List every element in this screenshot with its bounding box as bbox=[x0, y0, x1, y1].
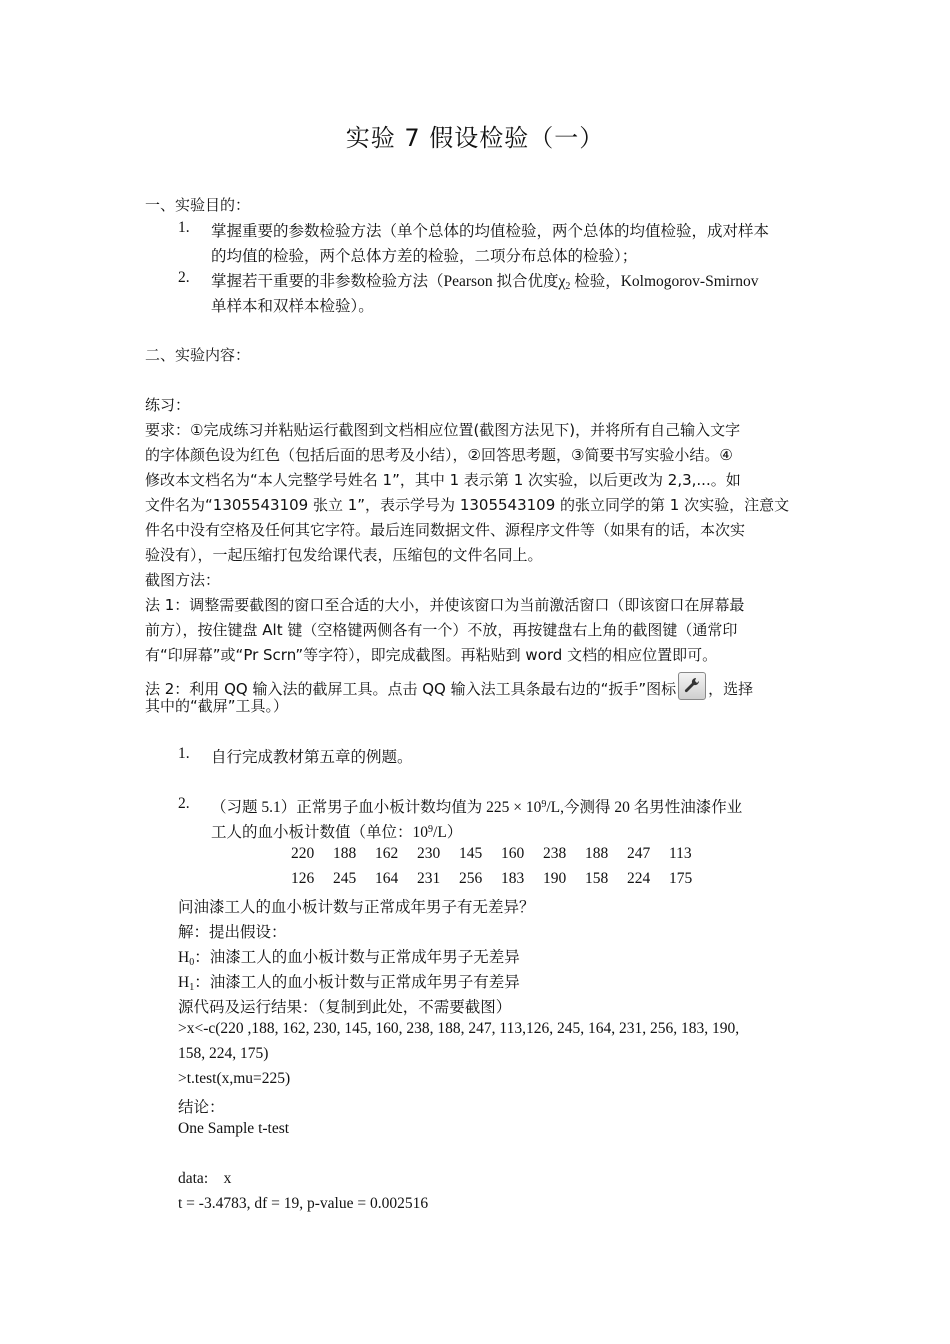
exercise-2-question: 问油漆工人的血小板计数与正常成年男子有无差异？ bbox=[178, 899, 535, 916]
data-value: 183 bbox=[501, 870, 525, 887]
data-value: 238 bbox=[543, 845, 567, 862]
objective-2-number: 2. bbox=[178, 269, 190, 286]
data-value: 162 bbox=[375, 845, 399, 862]
data-value: 188 bbox=[333, 845, 357, 862]
data-value: 190 bbox=[543, 870, 567, 887]
data-value: 256 bbox=[459, 870, 483, 887]
data-value: 113 bbox=[669, 845, 692, 862]
source-code-label: 源代码及运行结果：（复制到此处，不需要截图） bbox=[178, 999, 512, 1016]
exercise-2-line1: （习题 5.1）正常男子血小板计数均值为 $225 \times 10^9/L$,今测得 20 名男性油漆作业 bbox=[211, 799, 743, 816]
code-line-1: >x<-c(220 ,188, 162, 230, 145, 160, 238, 188, 247, 113,126, 245, 164, 231, 256, 183, 190, bbox=[178, 1020, 740, 1037]
data-value: 245 bbox=[333, 870, 357, 887]
output-line-2: data: x bbox=[178, 1170, 232, 1187]
requirements-line-6: 验没有），一起压缩打包发给课代表，压缩包的文件名同上。 bbox=[145, 546, 543, 564]
data-value: 158 bbox=[585, 870, 609, 887]
data-value: 160 bbox=[501, 845, 525, 862]
section2-heading: 二、实验内容： bbox=[145, 346, 251, 364]
data-value: 188 bbox=[585, 845, 609, 862]
data-value: 145 bbox=[459, 845, 483, 862]
data-value: 220 bbox=[291, 845, 315, 862]
section1-heading: 一、实验目的： bbox=[145, 196, 251, 214]
exercise-1-number: 1. bbox=[178, 745, 190, 762]
wrench-icon bbox=[678, 672, 706, 700]
data-row-1 bbox=[291, 845, 711, 863]
code-line-2: 158, 224, 175) bbox=[178, 1045, 269, 1062]
data-value: 231 bbox=[417, 870, 441, 887]
objective-2-line1: 掌握若干重要的非参数检验方法（Pearson 拟合优度$\chi_2$ 检验，Kolmogorov-Smirnov bbox=[211, 273, 759, 292]
data-value: 230 bbox=[417, 845, 441, 862]
method1-line-3: 有“印屏幕”或“Pr Scrn”等字符），即完成截图。再粘贴到 word 文档的相应位置即可。 bbox=[145, 646, 718, 664]
method1-line-2: 前方），按住键盘 Alt 键（空格键两侧各有一个）不放，再按键盘右上角的截图键（通常印 bbox=[145, 621, 738, 639]
requirements-line-2: 的字体颜色设为红色（包括后面的思考及小结），②回答思考题，③简要书写实验小结。④ bbox=[145, 446, 733, 464]
document-title: 实验 7 假设检验（一） bbox=[345, 124, 605, 152]
exercise-2-line2: 工人的血小板计数值（单位：$10^9/L$） bbox=[211, 824, 463, 841]
output-line-1: One Sample t-test bbox=[178, 1120, 290, 1137]
screenshot-method-heading: 截图方法： bbox=[145, 571, 221, 589]
requirements-line-5: 件名中没有空格及任何其它字符。最后连同数据文件、源程序文件等（如果有的话，本次实 bbox=[145, 521, 746, 539]
requirements-line-3: 修改本文档名为“本人完整学号姓名 1”，其中 1 表示第 1 次实验，以后更改为 2,3,...。如 bbox=[145, 471, 741, 489]
hypothesis-h1: $H_1$：油漆工人的血小板计数与正常成年男子有差异 bbox=[178, 974, 520, 993]
practice-heading: 练习： bbox=[145, 396, 191, 414]
data-value: 126 bbox=[291, 870, 315, 887]
data-row-2 bbox=[291, 870, 711, 888]
objective-2-line2: 单样本和双样本检验）。 bbox=[211, 298, 374, 315]
conclusion-label: 结论： bbox=[178, 1099, 225, 1116]
code-line-3: >t.test(x,mu=225) bbox=[178, 1070, 291, 1087]
objective-1-line1: 掌握重要的参数检验方法（单个总体的均值检验，两个总体的均值检验，成对样本 bbox=[211, 223, 770, 240]
hypothesis-h0: $H_0$：油漆工人的血小板计数与正常成年男子无差异 bbox=[178, 949, 520, 968]
requirements-line-1: 要求：①完成练习并粘贴运行截图到文档相应位置(截图方法见下)，并将所有自己输入文字 bbox=[145, 421, 741, 439]
data-value: 247 bbox=[627, 845, 651, 862]
objective-1-line2: 的均值的检验，两个总体方差的检验，二项分布总体的检验）； bbox=[211, 248, 638, 265]
output-line-3: t = -3.4783, df = 19, p-value = 0.002516 bbox=[178, 1195, 429, 1212]
objective-1-number: 1. bbox=[178, 219, 190, 236]
data-value: 164 bbox=[375, 870, 399, 887]
solution-label: 解：提出假设： bbox=[178, 924, 287, 941]
method2-line-2: 其中的“截屏”工具。） bbox=[145, 697, 289, 715]
exercise-1-text: 自行完成教材第五章的例题。 bbox=[211, 749, 413, 766]
method1-line-1: 法 1：调整需要截图的窗口至合适的大小，并使该窗口为当前激活窗口（即该窗口在屏幕最 bbox=[145, 596, 745, 614]
exercise-2-number: 2. bbox=[178, 795, 190, 812]
method2-line-1: 法 2：利用 QQ 输入法的截屏工具。点击 QQ 输入法工具条最右边的“扳手”图标 ，选择 bbox=[145, 672, 753, 700]
requirements-line-4: 文件名为“1305543109 张立 1”，表示学号为 1305543109 的张立同学的第 1 次实验，注意文 bbox=[145, 496, 790, 514]
data-value: 224 bbox=[627, 870, 651, 887]
data-value: 175 bbox=[669, 870, 693, 887]
